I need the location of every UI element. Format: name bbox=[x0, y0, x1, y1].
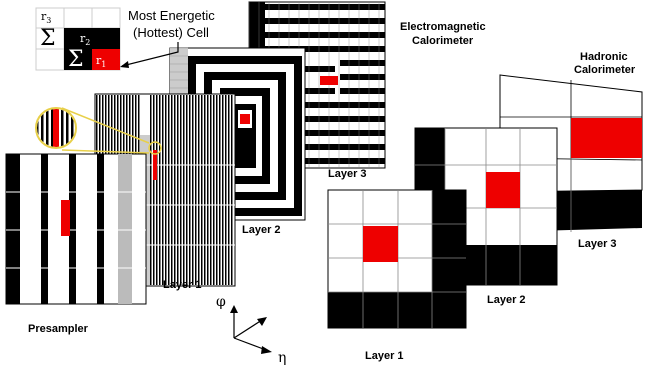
cell bbox=[69, 154, 76, 304]
callout-title-line2: (Hottest) Cell bbox=[133, 25, 209, 40]
sigma-inner: Σ bbox=[68, 47, 84, 72]
eta-axis-label: η bbox=[278, 350, 287, 366]
cell bbox=[207, 95, 209, 285]
hadronic-layer-1-hot-cell bbox=[363, 226, 398, 262]
cell bbox=[195, 95, 197, 285]
em-calorimeter-label-line1: Electromagnetic bbox=[400, 21, 486, 33]
cell bbox=[198, 95, 200, 285]
r3-label: $r_3$ bbox=[41, 10, 52, 25]
cell bbox=[216, 95, 218, 285]
em-layer-1-label: Layer 1 bbox=[163, 279, 202, 291]
cell bbox=[192, 95, 194, 285]
hadronic-layer-1-label: Layer 1 bbox=[365, 350, 404, 362]
cell bbox=[41, 154, 48, 304]
em-calorimeter-label-line2: Calorimeter bbox=[412, 35, 474, 47]
cell bbox=[162, 95, 164, 285]
hadronic-calorimeter-label-line1: Hadronic bbox=[580, 51, 628, 63]
em-layer-3-hot-cell bbox=[320, 76, 338, 85]
cell bbox=[213, 95, 215, 285]
r1-label: $r_1$ bbox=[96, 54, 107, 69]
hadronic-layer-1-panel bbox=[328, 190, 466, 328]
cell bbox=[189, 95, 191, 285]
cell bbox=[225, 95, 227, 285]
cell bbox=[228, 95, 230, 285]
presampler-label: Presampler bbox=[28, 323, 88, 335]
hadronic-layer-2-hot-cell bbox=[486, 172, 520, 208]
hadronic-layer-3-label: Layer 3 bbox=[578, 238, 617, 250]
hadronic-layer-2-label: Layer 2 bbox=[487, 294, 526, 306]
cell bbox=[6, 154, 13, 304]
cell bbox=[66, 108, 69, 148]
em-layer-3-label: Layer 3 bbox=[328, 168, 367, 180]
cell bbox=[265, 4, 385, 10]
hadronic-calorimeter-label-line2: Calorimeter bbox=[574, 64, 636, 76]
cell bbox=[153, 95, 155, 285]
coordinate-axes bbox=[216, 294, 286, 366]
cell bbox=[265, 18, 385, 24]
cell bbox=[118, 154, 132, 304]
cell bbox=[171, 95, 173, 285]
cell bbox=[305, 66, 335, 72]
em-layer-2-label: Layer 2 bbox=[242, 224, 281, 236]
phi-axis-label: φ bbox=[216, 294, 226, 310]
cell bbox=[222, 95, 224, 285]
cell bbox=[177, 95, 179, 285]
cell bbox=[180, 95, 182, 285]
presampler-panel bbox=[6, 154, 146, 304]
r2-label: $r_2$ bbox=[80, 32, 91, 47]
cell bbox=[204, 95, 206, 285]
cell bbox=[168, 95, 170, 285]
cell bbox=[183, 95, 185, 285]
cell bbox=[174, 95, 176, 285]
cell bbox=[201, 95, 203, 285]
cell bbox=[305, 88, 335, 94]
cell bbox=[219, 95, 221, 285]
hadronic-layer-3-hot-cell bbox=[571, 118, 642, 158]
em-layer-2-hot-cell bbox=[240, 114, 250, 124]
presampler-hot-cell bbox=[61, 200, 70, 236]
cell bbox=[159, 95, 161, 285]
cell bbox=[231, 95, 233, 285]
cell bbox=[156, 95, 158, 285]
cell bbox=[46, 108, 49, 148]
cell bbox=[265, 32, 385, 38]
cell bbox=[13, 154, 20, 304]
cell bbox=[186, 95, 188, 285]
callout-title-line1: Most Energetic bbox=[128, 8, 215, 23]
cell bbox=[97, 154, 104, 304]
sigma-outer: Σ bbox=[40, 26, 56, 51]
cell bbox=[61, 108, 64, 148]
callout-arrowhead bbox=[120, 61, 129, 68]
cell bbox=[150, 95, 152, 285]
cell bbox=[210, 95, 212, 285]
cell bbox=[165, 95, 167, 285]
